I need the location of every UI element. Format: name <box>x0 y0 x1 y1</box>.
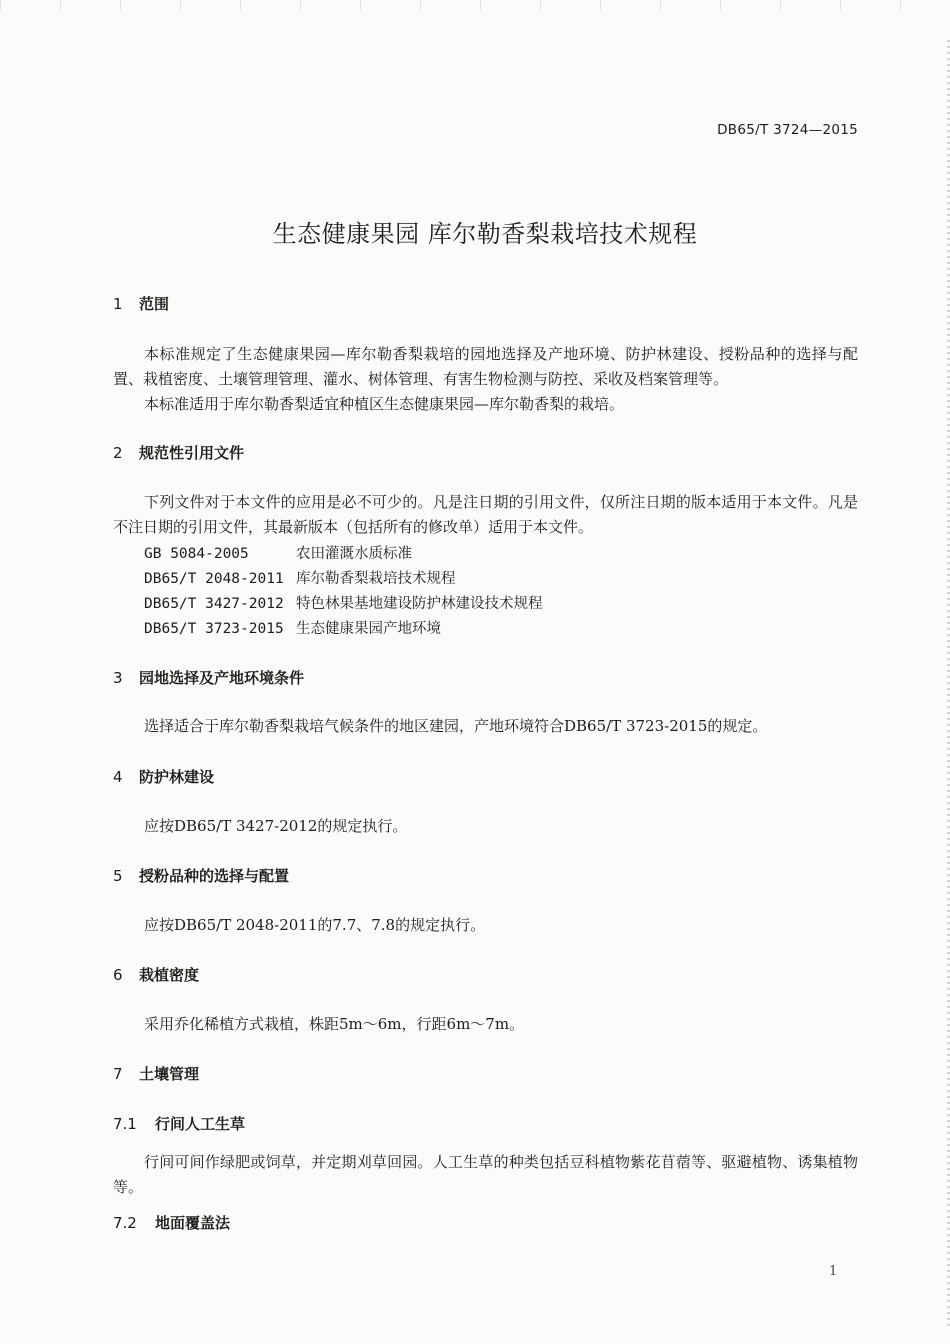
section-3-heading <box>113 667 304 688</box>
reference-item <box>144 542 412 563</box>
section-6-paragraph-1: 采用乔化稀植方式栽植，株距5m～6m，行距6m～7m。 <box>144 1015 525 1033</box>
section-title: 防护林建设 <box>139 768 215 786</box>
section-7-2-heading <box>113 1212 230 1233</box>
section-5-heading <box>113 865 289 886</box>
subsection-number: 7.1 <box>113 1115 137 1133</box>
document-code: DB65/T 3724—2015 <box>717 122 858 138</box>
reference-name: 生态健康果园产地环境 <box>296 621 441 637</box>
section-5-paragraph-1: 应按DB65/T 2048-2011的7.7、7.8的规定执行。 <box>144 916 486 934</box>
section-3-paragraph-1: 选择适合于库尔勒香梨栽培气候条件的地区建园，产地环境符合DB65/T 3723-2015的规定。 <box>144 717 768 735</box>
section-2-heading <box>113 442 244 463</box>
section-number: 1 <box>113 295 123 313</box>
reference-item <box>144 617 441 638</box>
section-number: 5 <box>113 867 123 885</box>
section-2-paragraph-1: 下列文件对于本文件的应用是必不可少的。凡是注日期的引用文件，仅所注日期的版本适用于本文件。凡是不注日期的引用文件，其最新版本（包括所有的修改单）适用于本文件。 <box>113 493 858 536</box>
section-title: 授粉品种的选择与配置 <box>139 867 290 885</box>
section-number: 4 <box>113 768 123 786</box>
scan-top-edge <box>0 0 950 10</box>
section-7-heading <box>113 1063 199 1084</box>
section-6-heading <box>113 964 199 985</box>
reference-code: DB65/T 3427-2012 <box>144 596 284 612</box>
section-title: 园地选择及产地环境条件 <box>139 669 305 687</box>
section-number: 7 <box>113 1065 123 1083</box>
section-1-paragraph-1: 本标准规定了生态健康果园—库尔勒香梨栽培的园地选择及产地环境、防护林建设、授粉品种的选择与配置、栽植密度、土壤管理管理、灌水、树体管理、有害生物检测与防控、采收及档案管理等。 <box>113 345 858 388</box>
section-7-1-paragraph-1: 行间可间作绿肥或饲草，并定期刈草回园。人工生草的种类包括豆科植物紫花苜蓿等、驱避植物、诱集植物等。 <box>113 1153 858 1196</box>
section-number: 6 <box>113 966 123 984</box>
reference-name: 特色林果基地建设防护林建设技术规程 <box>296 596 543 612</box>
section-title: 范围 <box>139 295 170 313</box>
section-1-heading <box>113 293 169 314</box>
section-4-paragraph-1: 应按DB65/T 3427-2012的规定执行。 <box>144 817 408 835</box>
reference-code: GB 5084-2005 <box>144 546 249 562</box>
section-number: 3 <box>113 669 123 687</box>
reference-code: DB65/T 2048-2011 <box>144 571 284 587</box>
reference-name: 库尔勒香梨栽培技术规程 <box>296 571 456 587</box>
section-4-heading <box>113 766 214 787</box>
section-title: 土壤管理 <box>139 1065 200 1083</box>
section-7-1-heading <box>113 1113 245 1134</box>
subsection-title: 地面覆盖法 <box>155 1214 231 1232</box>
page-number: 1 <box>829 1264 838 1279</box>
section-number: 2 <box>113 444 123 462</box>
subsection-title: 行间人工生草 <box>155 1115 246 1133</box>
section-1-paragraph-2: 本标准适用于库尔勒香梨适宜种植区生态健康果园—库尔勒香梨的栽培。 <box>144 395 625 413</box>
subsection-number: 7.2 <box>113 1214 137 1232</box>
reference-name: 农田灌溉水质标准 <box>296 546 412 562</box>
reference-item <box>144 567 456 588</box>
section-title: 规范性引用文件 <box>139 444 245 462</box>
section-title: 栽植密度 <box>139 966 200 984</box>
document-title: 生态健康果园 库尔勒香梨栽培技术规程 <box>272 220 698 248</box>
reference-code: DB65/T 3723-2015 <box>144 621 284 637</box>
reference-item <box>144 592 543 613</box>
